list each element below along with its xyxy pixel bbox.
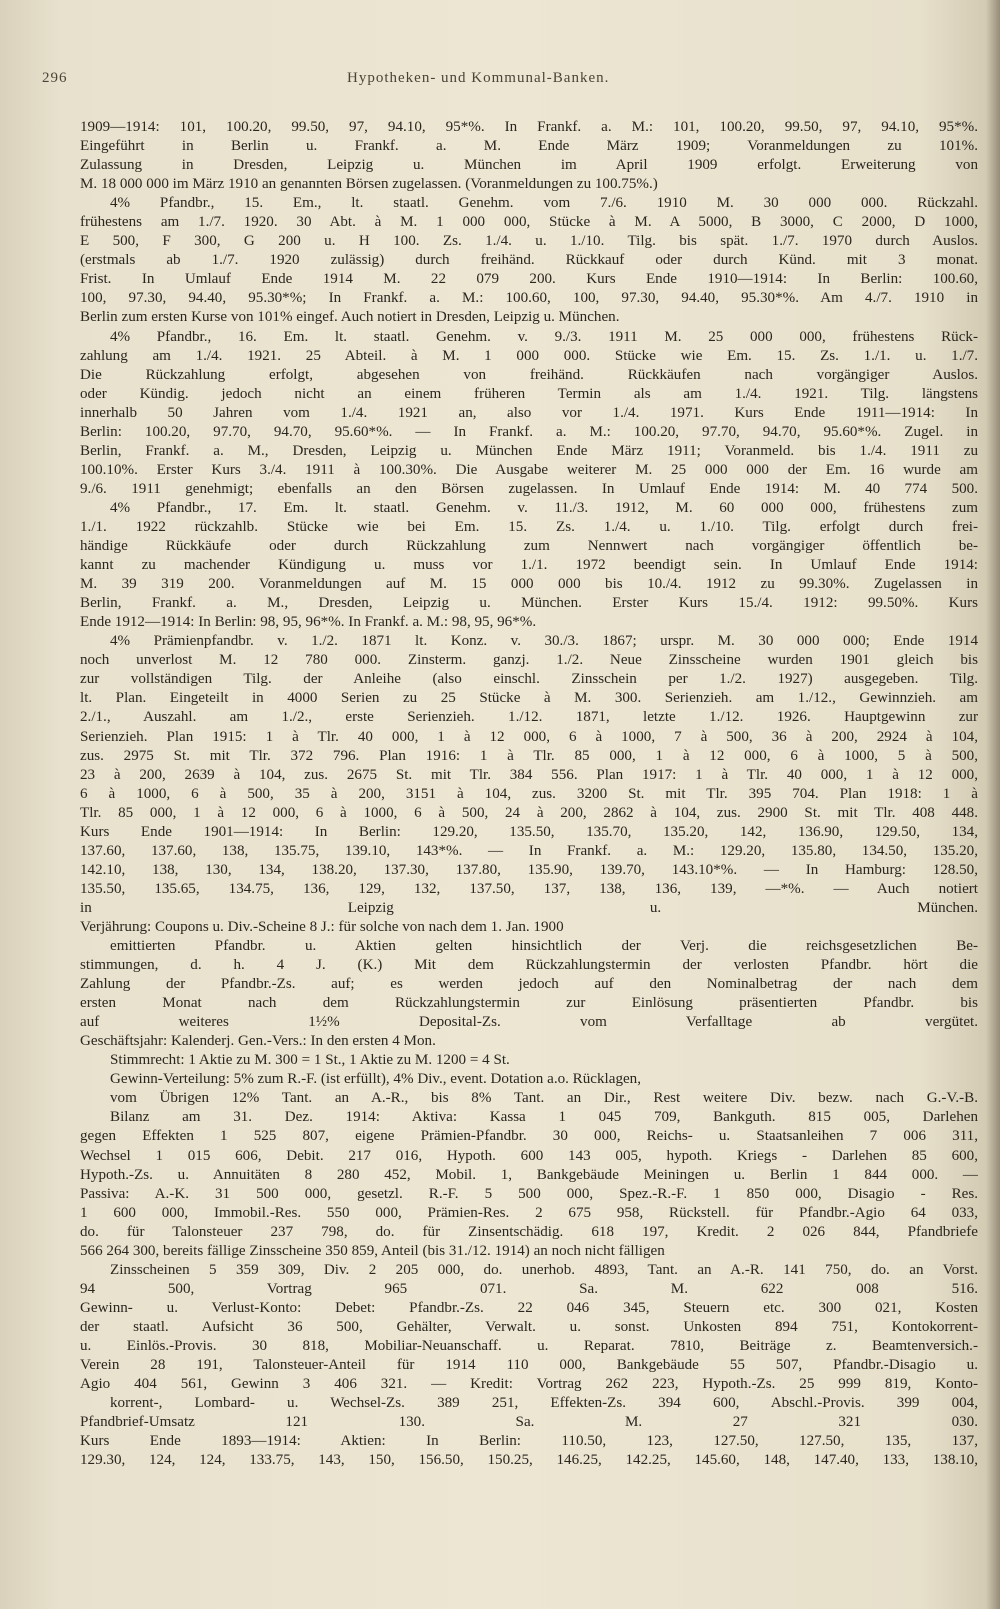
text-line: 129.30, 124, 124, 133.75, 143, 150, 156.50, 150.25, 146.25, 142.25, 145.60, 148, 147.40, 133, 138.10,	[80, 1452, 978, 1469]
text-line: 566 264 300, bereits fällige Zinsscheine 350 859, Anteil (bis 31./12. 1914) an noch nicht fälligen	[80, 1242, 665, 1259]
text-line: Kurs Ende 1893—1914: Aktien: In Berlin: 110.50, 123, 127.50, 127.50, 135, 137,	[80, 1433, 978, 1450]
text-line: 1909—1914: 101, 100.20, 99.50, 97, 94.10, 95*%. In Frankf. a. M.: 101, 100.20, 99.50, 97, 94.10, 95*%.	[80, 119, 978, 135]
text-line: (erstmals ab 1./7. 1920 zulässig) durch freihänd. Rückkauf oder durch Künd. mit 3 monat.	[80, 252, 978, 269]
text-line: 9./6. 1911 genehmigt; ebenfalls an den Börsen zugelassen. In Umlauf Ende 1914: M. 40 774 500.	[80, 480, 978, 497]
text-line: Berlin zum ersten Kurse von 101% eingef. Auch notiert in Dresden, Leipzig u. München.	[80, 309, 620, 326]
text-line: 2./1., Auszahl. am 1./2., erste Serienzieh. 1./12. 1871, letzte 1./12. 1926. Hauptgewinn zur	[80, 709, 978, 726]
page-header	[42, 70, 970, 94]
text-line: Frist. In Umlauf Ende 1914 M. 22 079 200. Kurs Ende 1910—1914: In Berlin: 100.60,	[80, 271, 978, 288]
text-line: M. 18 000 000 im März 1910 an genannten Börsen zugelassen. (Voranmeldungen zu 100.75%.)	[80, 176, 658, 193]
text-line: frühestens am 1./7. 1920. 30 Abt. à M. 1 000 000, Stücke à M. A 5000, B 3000, C 2000, D 1000,	[80, 214, 978, 231]
text-line: Geschäftsjahr: Kalenderj. Gen.-Vers.: In den ersten 4 Mon.	[80, 1033, 436, 1050]
text-line: Ende 1912—1914: In Berlin: 98, 95, 96*%. In Frankf. a. M.: 98, 95, 96*%.	[80, 614, 537, 631]
page-number: 296	[42, 70, 68, 86]
text-line: 135.50, 135.65, 134.75, 136, 129, 132, 137.50, 137, 138, 136, 139, —*%. — Auch notiert	[80, 880, 978, 897]
text-line: Die Rückzahlung erfolgt, abgesehen von freihänd. Rückkäufen nach vorgängiger Auslos.	[80, 366, 978, 383]
text-line: Kurs Ende 1901—1914: In Berlin: 129.20, 135.50, 135.70, 135.20, 142, 136.90, 129.50, 134,	[80, 823, 978, 840]
text-line: Gewinn-Verteilung: 5% zum R.-F. (ist erfüllt), 4% Div., event. Dotation a.o. Rücklagen,	[110, 1071, 642, 1088]
text-line: 100.10%. Erster Kurs 3./4. 1911 à 100.30%. Die Ausgabe weiterer M. 25 000 000 der Em. 16 wurde am	[80, 461, 978, 478]
text-line: Berlin, Frankf. a. M., Dresden, Leipzig u. München. Erster Kurs 15./4. 1912: 99.50%. Kurs	[80, 595, 978, 612]
text-line: zahlung am 1./4. 1921. 25 Abteil. à M. 1 000 000. Stücke wie Em. 15. Zs. 1./1. u. 1./7.	[80, 347, 978, 364]
text-line: der staatl. Aufsicht 36 500, Gehälter, Verwalt. u. sonst. Unkosten 894 751, Kontokorrent-	[80, 1318, 978, 1335]
text-line: in Leipzig u. München.	[80, 899, 978, 916]
text-line: 4% Prämienpfandbr. v. 1./2. 1871 lt. Konz. v. 30./3. 1867; urspr. M. 30 000 000; Ende 1914	[110, 633, 978, 650]
text-line: M. 39 319 200. Voranmeldungen auf M. 15 000 000 bis 10./4. 1912 zu 99.30%. Zugelassen in	[80, 576, 978, 593]
text-line: Agio 404 561, Gewinn 3 406 321. — Kredit: Vortrag 262 223, Hypoth.-Zs. 25 999 819, Konto-	[80, 1376, 978, 1393]
text-line: Pfandbrief-Umsatz 121 130. Sa. M. 27 321 030.	[80, 1414, 978, 1431]
text-line: Verein 28 191, Talonsteuer-Anteil für 1914 110 000, Bankgebäude 55 507, Pfandbr.-Disagio u.	[80, 1357, 978, 1374]
text-line: Berlin: 100.20, 97.70, 94.70, 95.60*%. — In Frankf. a. M.: 100.20, 97.70, 94.70, 95.60*%. Zugel. in	[80, 423, 978, 440]
text-line: zus. 2975 St. mit Tlr. 372 796. Plan 1916: 1 à Tlr. 85 000, 1 à 12 000, 6 à 1000, 5 à 500,	[80, 747, 978, 764]
text-line: 6 à 1000, 6 à 500, 35 à 200, 3151 à 104, zus. 3200 St. mit Tlr. 395 704. Plan 1918: 1 à	[80, 785, 978, 802]
text-line: Tlr. 85 000, 1 à 12 000, 6 à 1000, 6 à 500, 24 à 200, 2862 à 104, zus. 2900 St. mit Tlr. 408 448.	[80, 804, 978, 821]
text-line: stimmungen, d. h. 4 J. (K.) Mit dem Rückzahlungstermin der verlosten Pfandbr. hört die	[80, 957, 978, 974]
text-line: Serienzieh. Plan 1915: 1 à Tlr. 40 000, 1 à 12 000, 6 à 1000, 7 à 500, 36 à 200, 2924 à 104,	[80, 728, 978, 745]
text-line: händige Rückkäufe oder durch Rückzahlung zum Nennwert nach vorgängiger öffentlich be-	[80, 538, 978, 555]
page-body-text	[80, 118, 978, 1470]
text-line: 94 500, Vortrag 965 071. Sa. M. 622 008 516.	[80, 1280, 978, 1297]
text-line: ersten Monat nach dem Rückzahlungstermin zur Einlösung präsentierten Pfandbr. bis	[80, 995, 978, 1012]
text-line: 142.10, 138, 130, 134, 138.20, 137.30, 137.80, 135.90, 139.70, 143.10*%. — In Hamburg: 128.50,	[80, 861, 978, 878]
text-line: 100, 97.30, 94.40, 95.30*%; In Frankf. a. M.: 100.60, 100, 97.30, 94.40, 95.30*%. Am 4./7. 1910 in	[80, 290, 978, 307]
text-line: Passiva: A.-K. 31 500 000, gesetzl. R.-F. 5 500 000, Spez.-R.-F. 1 850 000, Disagio - Res.	[80, 1185, 978, 1202]
text-line: 1./1. 1922 rückzahlb. Stücke wie bei Em. 15. Zs. 1./4. u. 1./10. Tilg. erfolgt durch frei-	[80, 518, 978, 535]
text-line: Zulassung in Dresden, Leipzig u. München im April 1909 erfolgt. Erweiterung von	[80, 157, 978, 174]
running-title: Hypotheken- und Kommunal-Banken.	[347, 70, 610, 86]
page-edge-shadow	[986, 0, 1000, 1609]
text-line: auf weiteres 1½% Deposital-Zs. vom Verfalltage ab vergütet.	[80, 1014, 978, 1031]
text-line: 4% Pfandbr., 15. Em., lt. staatl. Genehm. vom 7./6. 1910 M. 30 000 000. Rückzahl.	[110, 195, 978, 212]
text-line: noch unverlost M. 12 780 000. Zinsterm. ganzj. 1./2. Neue Zinsscheine wurden 1901 gleich bis	[80, 652, 978, 669]
text-line: Wechsel 1 015 606, Debit. 217 016, Hypoth. 600 143 005, hypoth. Kriegs - Darlehen 85 600,	[80, 1147, 978, 1164]
text-line: lt. Plan. Eingeteilt in 4000 Serien zu 25 Stücke à M. 300. Serienzieh. am 1./12., Gewinnzieh. am	[80, 690, 978, 707]
text-line: 4% Pfandbr., 16. Em. lt. staatl. Genehm. v. 9./3. 1911 M. 25 000 000, frühestens Rück-	[110, 328, 978, 345]
text-line: Hypoth.-Zs. u. Annuitäten 8 280 452, Mobil. 1, Bankgebäude Meiningen u. Berlin 1 844 000. —	[80, 1166, 978, 1183]
text-line: zur vollständigen Tilg. der Anleihe (also einschl. Zinsschein per 1./2. 1927) ausgegeben. Tilg.	[80, 671, 978, 688]
text-line: do. für Talonsteuer 237 798, do. für Zinsentschädig. 618 197, Kredit. 2 026 844, Pfandbriefe	[80, 1223, 978, 1240]
text-line: Stimmrecht: 1 Aktie zu M. 300 = 1 St., 1 Aktie zu M. 1200 = 4 St.	[110, 1052, 510, 1069]
text-line: 23 à 200, 2639 à 104, zus. 2675 St. mit Tlr. 384 556. Plan 1917: 1 à Tlr. 40 000, 1 à 12 000,	[80, 766, 978, 783]
text-line: Verjährung: Coupons u. Div.-Scheine 8 J.: für solche von nach dem 1. Jan. 1900	[80, 918, 564, 935]
text-line: kannt zu machender Kündigung u. muss vor 1./1. 1972 beendigt sein. In Umlauf Ende 1914:	[80, 557, 978, 574]
text-line: oder Kündig. jedoch nicht an einem früheren Termin als am 1./4. 1921. Tilg. längstens	[80, 385, 978, 402]
text-line: Zahlung der Pfandbr.-Zs. auf; es werden jedoch auf den Nominalbetrag der nach dem	[80, 976, 978, 993]
text-line: innerhalb 50 Jahren vom 1./4. 1921 an, also vor 1./4. 1971. Kurs Ende 1911—1914: In	[80, 404, 978, 421]
text-line: Eingeführt in Berlin u. Frankf. a. M. Ende März 1909; Voranmeldungen zu 101%.	[80, 138, 978, 155]
text-line: Zinsscheinen 5 359 309, Div. 2 205 000, do. unerhob. 4893, Tant. an A.-R. 141 750, do. an Vorst.	[110, 1261, 978, 1278]
text-line: gegen Effekten 1 525 807, eigene Prämien-Pfandbr. 30 000, Reichs- u. Staatsanleihen 7 006 311,	[80, 1128, 978, 1145]
text-line: 137.60, 137.60, 138, 135.75, 139.10, 143*%. — In Frankf. a. M.: 129.20, 135.80, 134.50, 135.20,	[80, 842, 978, 859]
text-line: u. Einlös.-Provis. 30 818, Mobiliar-Neuanschaff. u. Reparat. 7810, Beiträge z. Beamtenversich.-	[80, 1338, 978, 1354]
text-line: 1 600 000, Immobil.-Res. 550 000, Prämien-Res. 2 675 958, Rückstell. für Pfandbr.-Agio 64 033,	[80, 1204, 978, 1221]
text-line: 4% Pfandbr., 17. Em. lt. staatl. Genehm. v. 11./3. 1912, M. 60 000 000, frühestens zum	[110, 499, 978, 516]
text-line: Berlin, Frankf. a. M., Dresden, Leipzig u. München Ende März 1911; Voranmeld. bis 1./4. 1911 zu	[80, 442, 978, 459]
text-line: Bilanz am 31. Dez. 1914: Aktiva: Kassa 1 045 709, Bankguth. 815 005, Darlehen	[110, 1109, 978, 1126]
text-line: E 500, F 300, G 200 u. H 100. Zs. 1./4. u. 1./10. Tilg. bis spät. 1./7. 1970 durch Auslos.	[80, 233, 978, 250]
text-line: emittierten Pfandbr. u. Aktien gelten hinsichtlich der Verj. die reichsgesetzlichen Be-	[110, 938, 978, 955]
text-line: vom Übrigen 12% Tant. an A.-R., bis 8% Tant. an Dir., Rest weitere Div. bezw. nach G.-V.-B.	[110, 1090, 978, 1107]
text-line: korrent-, Lombard- u. Wechsel-Zs. 389 251, Effekten-Zs. 394 600, Abschl.-Provis. 399 004,	[110, 1395, 978, 1412]
text-line: Gewinn- u. Verlust-Konto: Debet: Pfandbr.-Zs. 22 046 345, Steuern etc. 300 021, Kosten	[80, 1299, 978, 1316]
